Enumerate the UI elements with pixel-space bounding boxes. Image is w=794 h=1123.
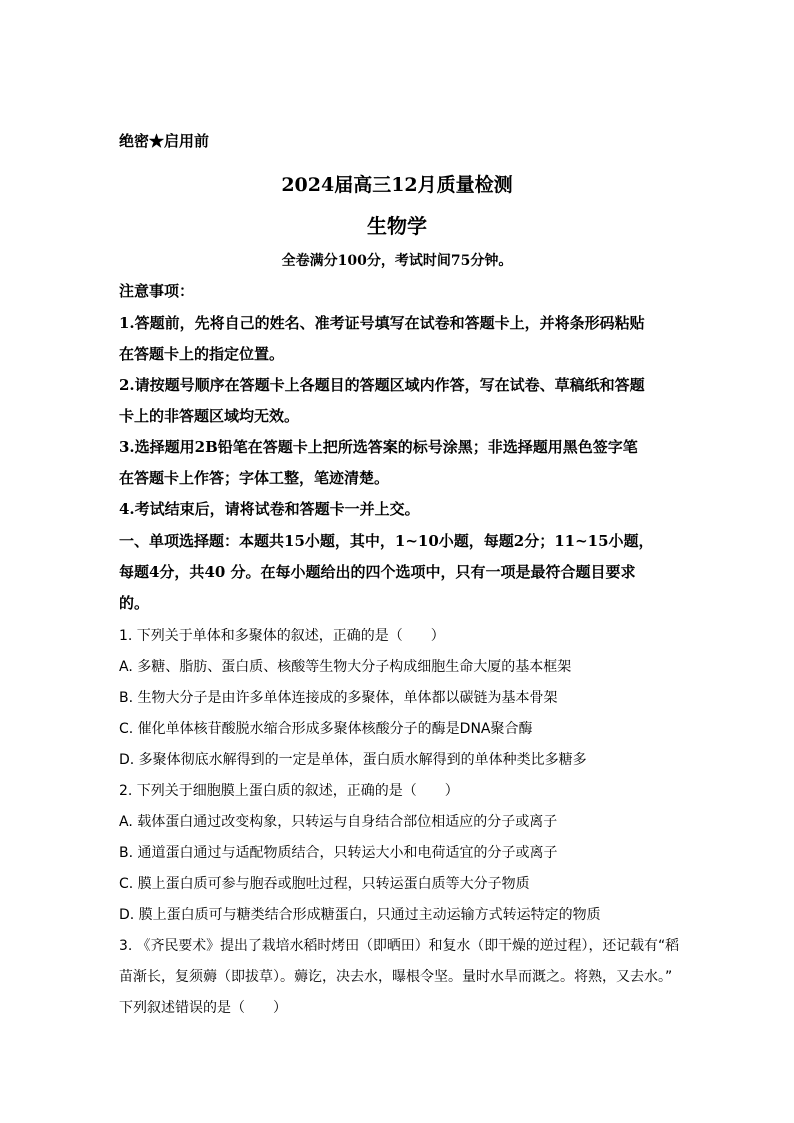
question-stem-line: 3. 《齐民要术》提出了栽培水稻时烤田（即晒田）和复水（即干燥的逆过程），还记载有“稻 xyxy=(119,938,680,954)
option-d: D. 膜上蛋白质可与糖类结合形成糖蛋白，只通过主动运输方式转运特定的物质 xyxy=(119,907,601,923)
option-a: A. 多糖、脂肪、蛋白质、核酸等生物大分子构成细胞生命大厦的基本框架 xyxy=(119,659,572,675)
option-c: C. 催化单体核苷酸脱水缩合形成多聚体核酸分子的酶是DNA聚合酶 xyxy=(119,721,533,737)
subject-title: 生物学 xyxy=(367,214,427,238)
note-line: 卡上的非答题区域均无效。 xyxy=(119,407,300,425)
option-b: B. 通道蛋白通过与适配物质结合，只转运大小和电荷适宜的分子或离子 xyxy=(119,845,558,861)
question-stem: 1. 下列关于单体和多聚体的叙述，正确的是（ ） xyxy=(119,628,445,644)
option-d: D. 多聚体彻底水解得到的一定是单体，蛋白质水解得到的单体种类比多糖多 xyxy=(119,752,587,768)
notes-heading: 注意事项： xyxy=(119,282,195,300)
option-c: C. 膜上蛋白质可参与胞吞或胞吐过程，只转运蛋白质等大分子物质 xyxy=(119,876,530,892)
note-line: 1.答题前，先将自己的姓名、准考证号填写在试卷和答题卡上，并将条形码粘贴 xyxy=(119,314,645,332)
section-heading-line: 一、单项选择题：本题共15小题，其中，1~10小题，每题2分；11~15小题， xyxy=(119,532,654,550)
exam-info: 全卷满分100分，考试时间75分钟。 xyxy=(281,253,513,269)
option-a: A. 载体蛋白通过改变构象，只转运与自身结合部位相适应的分子或离子 xyxy=(119,814,558,830)
note-line: 4.考试结束后，请将试卷和答题卡一并上交。 xyxy=(119,500,420,518)
question-stem: 2. 下列关于细胞膜上蛋白质的叙述，正确的是（ ） xyxy=(119,783,459,799)
question-stem-line: 下列叙述错误的是（ ） xyxy=(119,1000,287,1016)
confidential-label: 绝密★启用前 xyxy=(119,132,210,150)
section-heading-line: 每题4分，共40 分。在每小题给出的四个选项中，只有一项是最符合题目要求 xyxy=(119,563,636,581)
section-heading-line: 的。 xyxy=(119,594,150,612)
question-stem-line: 苗渐长，复须薅（即拔草）。薅讫，决去水，曝根令坚。量时水旱而溉之。将熟，又去水。” xyxy=(119,969,673,985)
option-b: B. 生物大分子是由许多单体连接成的多聚体，单体都以碳链为基本骨架 xyxy=(119,690,558,706)
note-line: 2.请按题号顺序在答题卡上各题目的答题区域内作答，写在试卷、草稿纸和答题 xyxy=(119,376,645,394)
note-line: 在答题卡上的指定位置。 xyxy=(119,345,285,363)
exam-title: 2024届高三12月质量检测 xyxy=(281,174,513,196)
note-line: 3.选择题用2B铅笔在答题卡上把所选答案的标号涂黑；非选择题用黑色签字笔 xyxy=(119,438,638,456)
note-line: 在答题卡上作答；字体工整，笔迹清楚。 xyxy=(119,469,390,487)
